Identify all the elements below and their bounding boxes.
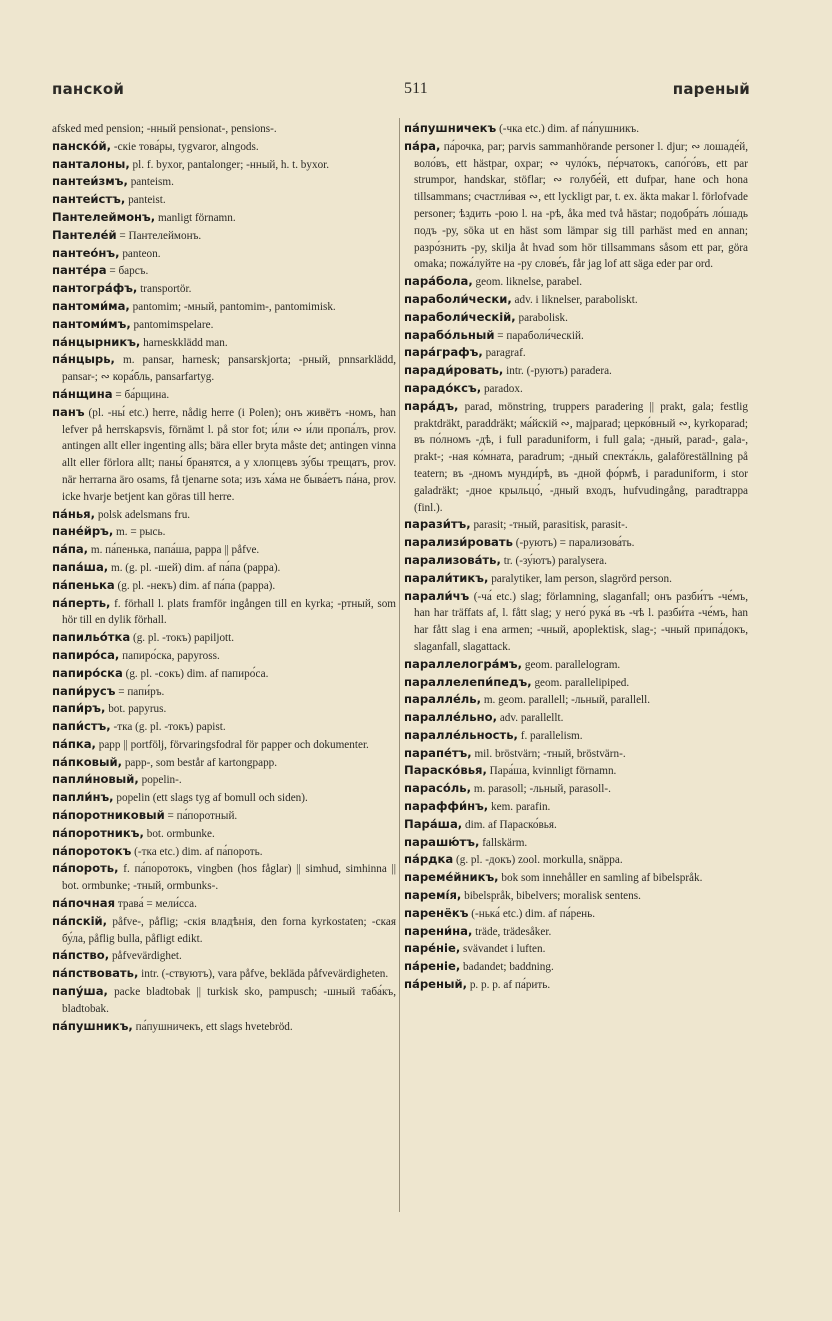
entry-headword: пара́графъ,: [404, 345, 483, 360]
entry-headword: Пара́ша,: [404, 816, 463, 831]
dictionary-entry: [52, 825, 396, 843]
entry-headword: па́реный,: [404, 977, 468, 992]
entry-definition: geom. parallelipiped.: [534, 676, 630, 689]
entry-headword: па́ра,: [404, 138, 441, 153]
entry-definition: påfve-, påflig; -скія владѣнія, den forna kyrkostaten; -ская бу́ла, påflig bulla, påfligt edikt.: [62, 915, 396, 945]
dictionary-entry: [52, 913, 396, 948]
dictionary-entry: [404, 869, 748, 887]
entry-headword: пареме́йникъ,: [404, 870, 499, 885]
entry-definition: paragraf.: [485, 347, 526, 360]
entry-definition: (-нька́ etc.) dim. af па́рень.: [471, 907, 596, 920]
dictionary-entry: [52, 298, 396, 316]
dictionary-entry: [404, 674, 748, 692]
dictionary-entry: [52, 860, 396, 895]
entry-definition: badandet; baddning.: [463, 961, 554, 974]
entry-definition: = барсъ.: [109, 265, 149, 278]
dictionary-entry: [52, 595, 396, 630]
entry-headword: паре́ніе,: [404, 941, 461, 956]
entry-headword: папу́ша,: [52, 984, 108, 999]
dictionary-entry: [52, 843, 396, 861]
entry-definition: popelin (ett slags tyg af bomull och siden).: [116, 792, 308, 805]
entry-definition: pantomim; -мный, pantomim-, pantomimisk.: [132, 300, 336, 313]
entry-headword: па́пороть,: [52, 861, 119, 876]
dictionary-entry: [404, 780, 748, 798]
dictionary-entry: [404, 362, 748, 380]
entry-headword: па́поротникъ,: [52, 825, 144, 840]
dictionary-entry: [404, 291, 748, 309]
entry-headword: пара́дъ,: [404, 398, 459, 413]
dictionary-entry: [404, 120, 748, 138]
entry-headword: паради́ровать,: [404, 363, 504, 378]
entry-definition: adv. i liknelser, paraboliskt.: [514, 293, 638, 306]
entry-headword: парапе́тъ,: [404, 745, 472, 760]
dictionary-entry: [404, 588, 748, 656]
entry-definition: afsked med pension; -нный pensionat-, pensions-.: [52, 123, 277, 135]
dictionary-entry: [52, 647, 396, 665]
entry-headword: па́почная: [52, 896, 116, 911]
entry-headword: па́пушничекъ: [404, 121, 497, 135]
entry-headword: папи́стъ,: [52, 719, 111, 734]
entry-headword: па́па,: [52, 542, 89, 557]
left-column: [52, 120, 396, 1212]
header-left-guide-word: панской: [52, 80, 125, 98]
entry-definition: bok som innehåller en samling af bibelspråk.: [501, 872, 703, 885]
entry-headword: парали́чъ: [404, 588, 470, 603]
dictionary-entry: [52, 559, 396, 577]
entry-headword: парадо́ксъ,: [404, 380, 482, 395]
entry-definition: -скіе това́ры, tygvaror, alngods.: [113, 140, 259, 153]
dictionary-entry: [52, 665, 396, 683]
entry-definition: (g. pl. -некъ) dim. af па́па (pappa).: [117, 579, 276, 592]
entry-headword: панте́ра: [52, 263, 107, 278]
dictionary-entry: [52, 700, 396, 718]
dictionary-entry: [404, 570, 748, 588]
dictionary-entry: [52, 316, 396, 334]
entry-definition: папиро́ска, papyross.: [122, 649, 220, 662]
entry-definition: harneskklädd man.: [143, 336, 228, 349]
dictionary-entry: [404, 958, 748, 976]
dictionary-entry: [404, 309, 748, 327]
entry-definition: f. parallelism.: [520, 729, 583, 742]
entry-headword: панталоны,: [52, 156, 130, 171]
entry-headword: папи́русъ: [52, 683, 116, 698]
dictionary-entry: [404, 976, 748, 994]
dictionary-entry: [404, 327, 748, 345]
entry-headword: панъ: [52, 404, 85, 419]
entry-definition: (-чка etc.) dim. af па́пушникъ.: [499, 123, 640, 135]
entry-headword: Пантеле́й: [52, 227, 117, 242]
entry-headword: па́нцырь,: [52, 352, 115, 367]
entry-definition: panteist.: [128, 194, 166, 207]
dictionary-entry: [404, 380, 748, 398]
dictionary-entry: [404, 940, 748, 958]
entry-headword: папильо́тка: [52, 630, 131, 645]
dictionary-entry: [52, 1018, 396, 1036]
entry-definition: (-руютъ) = парализова́ть.: [515, 537, 635, 550]
entry-headword: паремі́я,: [404, 888, 462, 903]
entry-definition: paralytiker, lam person, slagrörd person.: [491, 572, 672, 585]
dictionary-entry: [404, 745, 748, 763]
entry-headword: парази́тъ,: [404, 517, 471, 532]
dictionary-entry: [52, 807, 396, 825]
entry-definition: = ба́рщина.: [115, 388, 170, 401]
entry-headword: парасо́ль,: [404, 781, 472, 796]
dictionary-entry: [404, 816, 748, 834]
dictionary-entry: [52, 386, 396, 404]
entry-headword: параболи́чески,: [404, 291, 512, 306]
entry-headword: пантоми́ма,: [52, 298, 130, 313]
entry-definition: bibelspråk, bibelvers; moralisk sentens.: [464, 890, 641, 903]
dictionary-entry: [404, 887, 748, 905]
dictionary-entry: [52, 227, 396, 245]
entry-headword: параллелогра́мъ,: [404, 656, 523, 671]
entry-definition: transportör.: [140, 283, 192, 296]
dictionary-entry: [52, 577, 396, 595]
entry-headword: парабо́льный: [404, 327, 495, 342]
dictionary-entry: [52, 404, 396, 506]
entry-headword: папли́новый,: [52, 772, 139, 787]
dictionary-entry: [404, 344, 748, 362]
dictionary-entry: [404, 691, 748, 709]
entry-definition: panteon.: [122, 247, 161, 260]
entry-definition: p. p. p. af па́рить.: [469, 979, 551, 992]
dictionary-entry: [52, 947, 396, 965]
entry-headword: парени́на,: [404, 923, 473, 938]
entry-headword: папли́нъ,: [52, 790, 114, 805]
entry-definition: (g. pl. -докъ) zool. morkulla, snäppa.: [456, 854, 623, 867]
dictionary-entry: [404, 138, 748, 273]
entry-definition: pl. f. byxor, pantalonger; -нный, h. t. byxor.: [132, 158, 330, 171]
right-column: [404, 120, 748, 1212]
entry-headword: парализова́ть,: [404, 552, 501, 567]
entry-headword: папиро́са,: [52, 647, 120, 662]
entry-headword: папа́ша,: [52, 559, 109, 574]
entry-definition: па́пушничекъ, ett slags hvetebröd.: [135, 1020, 293, 1033]
dictionary-entry: [404, 516, 748, 534]
entry-headword: Пантелеймонъ,: [52, 209, 156, 224]
entry-headword: па́нья,: [52, 506, 96, 521]
entry-definition: mil. bröstvärn; -тный, bröstvärn-.: [474, 747, 626, 760]
dictionary-entry: [52, 120, 396, 138]
dictionary-entry: [52, 523, 396, 541]
entry-definition: parabolisk.: [518, 311, 568, 324]
dictionary-entry: [52, 173, 396, 191]
entry-definition: = параболи́ческій.: [497, 329, 584, 342]
entry-definition: (g. pl. -сокъ) dim. af папиро́са.: [125, 667, 269, 680]
entry-headword: па́пковый,: [52, 754, 123, 769]
entry-headword: па́пствовать,: [52, 966, 139, 981]
entry-definition: = папи́ръ.: [118, 685, 165, 698]
entry-definition: papp-, som består af kartongpapp.: [124, 756, 278, 769]
entry-headword: па́пскій,: [52, 913, 108, 928]
dictionary-entry: [52, 191, 396, 209]
dictionary-entry: [52, 895, 396, 913]
dictionary-entry: [52, 789, 396, 807]
entry-definition: (-тка etc.) dim. af па́пороть.: [134, 845, 263, 858]
entry-definition: parasit; -тный, parasitisk, parasit-.: [473, 519, 628, 532]
entry-definition: pantomimspelare.: [133, 318, 214, 331]
entry-headword: па́пка,: [52, 736, 96, 751]
entry-headword: пантеи́змъ,: [52, 174, 128, 189]
dictionary-entry: [404, 762, 748, 780]
entry-definition: m. pansar, harnesk; pansarskjorta; -рный, pnnsarklädd, pansar-; ∾ кора́бль, pansarfartyg.: [62, 354, 396, 384]
entry-definition: f. förhall l. plats framför ingången till en kyrka; -ртный, som hör till en dylik förhall.: [62, 597, 396, 627]
dictionary-entry: [52, 629, 396, 647]
entry-definition: panteism.: [130, 176, 174, 189]
entry-headword: паренёкъ: [404, 905, 469, 920]
entry-definition: tr. (-зу́ютъ) paralysera.: [503, 554, 607, 567]
entry-definition: polsk adelsmans fru.: [97, 508, 191, 521]
dictionary-entry: [52, 245, 396, 263]
entry-headword: па́пушникъ,: [52, 1018, 133, 1033]
entry-headword: пане́йръ,: [52, 524, 114, 539]
dictionary-entry: [52, 351, 396, 386]
dictionary-entry: [52, 683, 396, 701]
dictionary-entry: [52, 754, 396, 772]
entry-headword: па́перть,: [52, 595, 111, 610]
dictionary-entry: [52, 262, 396, 280]
dictionary-entry: [52, 506, 396, 524]
dictionary-entry: [52, 156, 396, 174]
entry-definition: m. па́пенька, папа́ша, pappa || påfve.: [90, 544, 260, 557]
entry-headword: парашю́тъ,: [404, 834, 480, 849]
entry-headword: па́нцырникъ,: [52, 334, 141, 349]
header-right-guide-word: пареный: [672, 80, 750, 98]
column-divider: [399, 118, 400, 1212]
entry-headword: па́рдка: [404, 852, 454, 867]
dictionary-entry: [52, 965, 396, 983]
entry-definition: träde, trädesåker.: [475, 925, 552, 938]
dictionary-entry: [404, 656, 748, 674]
entry-definition: svävandet i luften.: [463, 943, 546, 956]
entry-definition: m. parasoll; -льный, parasoll-.: [473, 783, 611, 796]
entry-definition: -тка (g. pl. -токъ) papist.: [113, 721, 226, 734]
dictionary-entry: [52, 541, 396, 559]
dictionary-entry: [52, 718, 396, 736]
entry-headword: пантеи́стъ,: [52, 192, 126, 207]
entry-headword: пантео́нъ,: [52, 245, 120, 260]
entry-headword: пара́бола,: [404, 274, 473, 289]
entry-headword: параболи́ческій,: [404, 309, 516, 324]
entry-headword: паралле́ль,: [404, 692, 482, 707]
entry-definition: (-ча́ etc.) slag; förlamning, slaganfall; онъ разби́тъ -че́мъ, han har träffats af, l. fått slag; у него́ рука́ въ -чѣ l. разби́та -че́мъ, han har fått slag i ena armen; -чный, apoplektisk, slag-; -чный припа́докъ, slaganfall, slagattack.: [414, 590, 748, 653]
dictionary-entry: [52, 334, 396, 352]
entry-headword: па́поротниковый: [52, 808, 165, 823]
entry-definition: geom. liknelse, parabel.: [475, 276, 583, 289]
entry-headword: параффи́нъ,: [404, 799, 489, 814]
entry-headword: параллелепи́педъ,: [404, 674, 532, 689]
entry-headword: паралле́льность,: [404, 727, 518, 742]
dictionary-entry: [404, 273, 748, 291]
entry-definition: bot. papyrus.: [108, 703, 167, 716]
dictionary-entry: [52, 771, 396, 789]
entry-definition: (pl. -ны́ etc.) herre, nådig herre (i Polen); онъ живётъ -номъ, han lefver på herrskapsvis, förnämt l. på stor fot; и́ли ∾ и́ли пропа́лъ, prov. antingen allt eller ingenting alls; bära eller bryta måste det; antingen vinna allt eller förlora allt; паны́ бранятся, а у хлопцевъ зу́бы трещатъ, prov. när herrarna äro osams, få tjenarne sota; изъ ха́ма не быва́етъ па́на, prov. icke hvarje betjent kan göras till herre.: [62, 406, 396, 503]
entry-headword: парали́тикъ,: [404, 570, 489, 585]
dictionary-entry: [404, 534, 748, 552]
dictionary-entry: [52, 138, 396, 156]
dictionary-entry: [404, 552, 748, 570]
dictionary-entry: [404, 834, 748, 852]
entry-headword: паралле́льно,: [404, 710, 498, 725]
entry-definition: трава́ = мели́сса.: [117, 898, 197, 911]
entry-headword: па́пенька: [52, 577, 115, 592]
entry-headword: Параско́вья,: [404, 763, 487, 778]
entry-definition: påfvevärdighet.: [111, 950, 182, 963]
entry-definition: kem. parafin.: [491, 801, 551, 814]
entry-definition: popelin-.: [141, 774, 182, 787]
entry-definition: m. = рысь.: [116, 526, 166, 539]
entry-definition: bot. ormbunke.: [146, 827, 215, 840]
entry-definition: adv. parallellt.: [499, 712, 564, 725]
entry-definition: = Пантелеймонъ.: [119, 229, 202, 242]
entry-definition: m. (g. pl. -шей) dim. af па́па (pappa).: [111, 561, 281, 574]
dictionary-entry: [52, 983, 396, 1018]
entry-headword: пантогра́фъ,: [52, 281, 138, 296]
dictionary-entry: [404, 798, 748, 816]
entry-headword: па́реніе,: [404, 959, 461, 974]
entry-headword: па́поротокъ: [52, 843, 132, 858]
dictionary-entry: [52, 280, 396, 298]
entry-definition: (g. pl. -токъ) papiljott.: [132, 632, 235, 645]
entry-definition: papp || portfölj, förvaringsfodral för papper och dokumenter.: [98, 738, 369, 751]
entry-headword: парализи́ровать: [404, 535, 513, 550]
page-number: 511: [403, 80, 428, 97]
entry-headword: папи́ръ,: [52, 701, 106, 716]
entry-definition: packe bladtobak || turkisk sko, pampusch; -шный таба́къ, bladtobak.: [62, 986, 396, 1015]
dictionary-entry: [404, 398, 748, 517]
entry-definition: parad, mönstring, truppers paradering || prakt, gala; festlig praktdräkt, paraddräkt; ма́йскій ∾, majparad; церко́вный ∾, kyrkoparad; въ по́лномъ -дѣ, i full paraduniform, i full gala; -дный, parad-, gala-, prakt-; -ная ко́мната, paradrum; -дный спекта́кль, galaföreställning på teatern; въ -дномъ мунди́рѣ, въ -дной фо́рмѣ, i paraduniform, i stor galadräkt; -дное крыльцо́, -дный входъ, hufvudingång, paradtrappa (finl.).: [414, 400, 748, 514]
dictionary-entry: [52, 736, 396, 754]
entry-definition: intr. (-ствуютъ), vara påfve, bekläda påfvevärdigheten.: [141, 968, 389, 981]
dictionary-entry: [404, 709, 748, 727]
entry-definition: dim. af Параско́вья.: [465, 818, 557, 831]
entry-definition: f. па́поротокъ, vingben (hos fåglar) || simhud, simhinna || bot. ormbunke; -тный, ormbunks-.: [62, 863, 396, 893]
entry-headword: па́пство,: [52, 948, 110, 963]
dictionary-entry: [404, 923, 748, 941]
entry-definition: m. geom. parallell; -льный, parallell.: [483, 694, 651, 707]
entry-definition: па́рочка, par; parvis sammanhörande personer l. djur; ∾ лошаде́й, воло́въ, ett hästpar, oxpar; ∾ чуло́къ, пе́рчатокъ, сапо́го́въ, ett par strumpor, handskar, stöflar; ∾ голубе́й, ett dufpar, hane och hona tillsammans; счастли́вая ∾, ett lyckligt par, t. ex. äkta makar l. förlofvade personer; ѣздить -рою l. на -рѣ, åka med två hästar; подобра́ть ло́шадь подъ -ру, söka ut en häst som lämpar sig till parhäst med en annan; разро́знить -ру, skilja åt hvad som hör tillsammans såsom ett par, göra omaka; пожа́луйте на -ру слове́ъ, får jag lof att säga eder par ord.: [414, 140, 748, 271]
entry-definition: Пара́ша, kvinnligt förnamn.: [489, 765, 617, 778]
dictionary-entry: [404, 851, 748, 869]
entry-definition: fallskärm.: [482, 836, 528, 849]
dictionary-entry: [404, 905, 748, 923]
entry-headword: па́нщина: [52, 386, 113, 401]
entry-headword: папиро́ска: [52, 665, 123, 680]
entry-headword: пантоми́мъ,: [52, 316, 131, 331]
entry-headword: панско́й,: [52, 138, 112, 153]
entry-definition: intr. (-руютъ) paradera.: [506, 365, 612, 378]
dictionary-entry: [404, 727, 748, 745]
entry-definition: = па́поротный.: [167, 810, 238, 823]
entry-definition: geom. parallelogram.: [524, 658, 621, 671]
dictionary-entry: [52, 209, 396, 227]
entry-definition: paradox.: [483, 382, 523, 395]
entry-definition: manligt förnamn.: [157, 211, 236, 224]
